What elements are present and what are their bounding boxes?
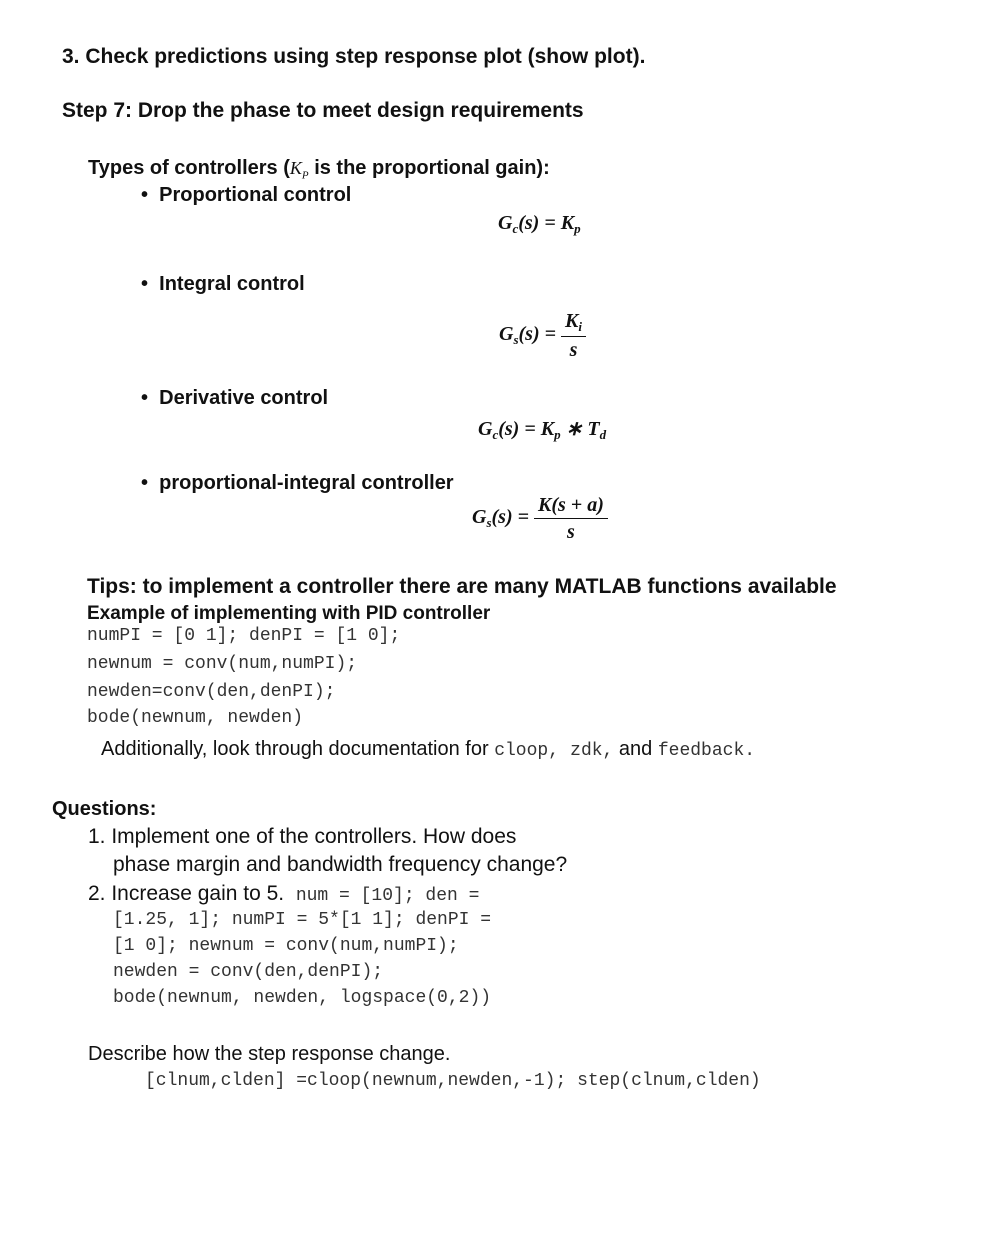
code-line: [1 0]; newnum = conv(num,numPI); [113, 936, 459, 956]
formula-integral: $G_s(s)$ = $\frac{K_i}{s}$ [499, 310, 586, 361]
list-item-pi [141, 472, 454, 495]
additionally-text: Additionally, look through documentation for cloop, zdk, and feedback. [101, 738, 756, 761]
question-1-line-2: phase margin and bandwidth frequency change? [113, 853, 568, 876]
code-line: numPI = [0 1]; denPI = [1 0]; [87, 626, 401, 646]
code-cloop: cloop, [494, 741, 560, 761]
types-of-controllers [88, 157, 550, 182]
question-1-line-1: 1. Implement one of the controllers. How does [88, 825, 517, 848]
bullet-icon: • [141, 184, 149, 206]
list-item-derivative [141, 387, 328, 410]
question-2: 2. Increase gain to 5. num = [10]; den = [88, 882, 480, 906]
code-line: newnum = conv(num,numPI); [87, 654, 358, 674]
list-item-proportional [141, 184, 351, 207]
code-inline: num = [10]; den = [295, 886, 480, 906]
describe-text: Describe how the step response change. [88, 1043, 451, 1065]
questions-title: Questions: [52, 798, 157, 820]
heading-check-predictions: 3. Check predictions using step response plot (show plot). [62, 45, 646, 68]
controller-label: Proportional control [159, 184, 352, 206]
formula-derivative: $G_c(s) = K_p$ ∗ $T_d$ [478, 418, 607, 442]
tips-title: Tips: to implement a controller there are many MATLAB functions available [87, 575, 837, 598]
fraction: $\frac{K(s + a)}{s}$ [534, 494, 608, 543]
types-prefix: Types of controllers ( [88, 157, 290, 179]
fraction: $\frac{K_i}{s}$ [561, 310, 586, 361]
controller-label: proportional-integral controller [159, 472, 454, 494]
code-line: bode(newnum, newden) [87, 708, 304, 728]
list-item-integral [141, 273, 305, 296]
formula-proportional: $G_c(s) = K_p$ [498, 212, 581, 236]
heading-step-7: Step 7: Drop the phase to meet design requirements [62, 99, 584, 122]
describe-code: [clnum,clden] =cloop(newnum,newden,-1); step(clnum,clden) [145, 1071, 761, 1091]
formula-pi: $G_s(s)$ = $\frac{K(s + a)}{s}$ [472, 494, 608, 543]
types-suffix: is the proportional gain): [308, 157, 550, 179]
bullet-icon: • [141, 387, 149, 409]
code-line: newden = conv(den,denPI); [113, 962, 384, 982]
code-zdk: zdk, [570, 741, 614, 761]
bullet-icon: • [141, 472, 149, 494]
kp-symbol: $K_P$ [289, 158, 309, 182]
code-line: bode(newnum, newden, logspace(0,2)) [113, 988, 492, 1008]
controller-label: Derivative control [159, 387, 329, 409]
code-feedback: feedback. [657, 741, 756, 761]
controller-label: Integral control [159, 273, 305, 295]
code-line: [1.25, 1]; numPI = 5*[1 1]; denPI = [113, 910, 492, 930]
tips-subtitle: Example of implementing with PID controller [87, 603, 491, 624]
code-line: newden=conv(den,denPI); [87, 682, 336, 702]
bullet-icon: • [141, 273, 149, 295]
